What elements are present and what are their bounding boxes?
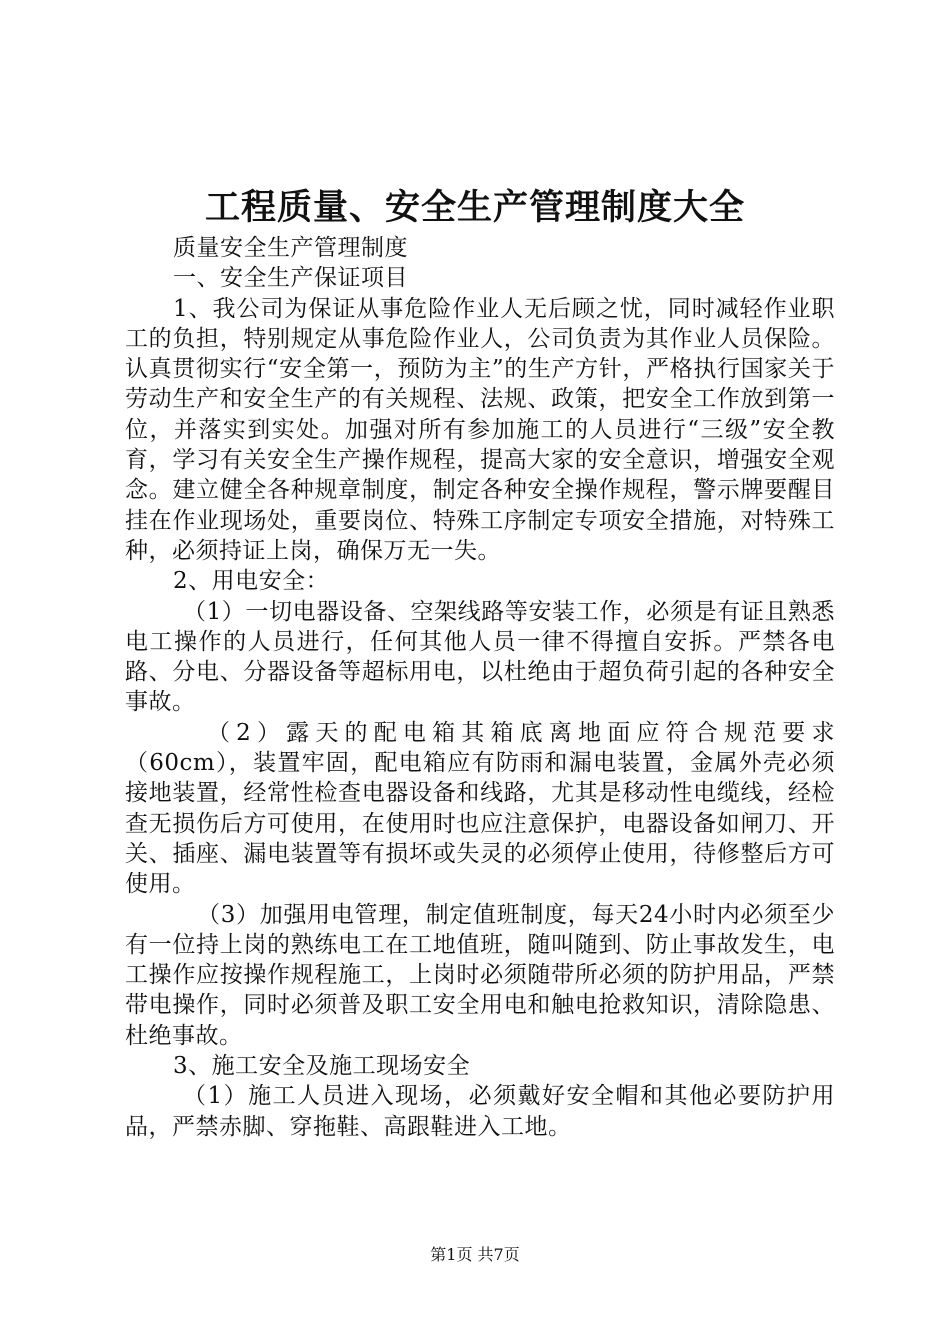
paragraph: （1）一切电器设备、空架线路等安装工作，必须是有证且熟悉电工操作的人员进行，任何其他人员一律不得擅自安拆。严禁各电路、分电、分器设备等超标用电，以杜绝由于超负荷引起的各种安全事故。 xyxy=(125,598,835,716)
page-footer: 第1页 共7页 xyxy=(430,1245,520,1264)
document-body xyxy=(125,233,835,1142)
paragraph: （2）露天的配电箱其箱底离地面应符合规范要求（60cm），装置牢固，配电箱应有防雨和漏电装置，金属外壳必须接地装置，经常性检查电器设备和线路，尤其是移动性电缆线，经检查无损伤后方可使用，在使用时也应注意保护，电器设备如闸刀、开关、插座、漏电装置等有损坏或失灵的必须停止使用，待修整后方可使用。 xyxy=(125,719,835,898)
paragraph: 1、我公司为保证从事危险作业人无后顾之忧，同时减轻作业职工的负担，特别规定从事危险作业人，公司负责为其作业人员保险。认真贯彻实行“安全第一，预防为主”的生产方针，严格执行国家关于劳动生产和安全生产的有关规程、法规、政策，把安全工作放到第一位，并落实到实处。加强对所有参加施工的人员进行“三级”安全教育，学习有关安全生产操作规程，提高大家的安全意识，增强安全观念。建立健全各种规章制度，制定各种安全操作规程，警示牌要醒目挂在作业现场处，重要岗位、特殊工序制定专项安全措施，对特殊工种，必须持证上岗，确保万无一失。 xyxy=(125,295,835,564)
subsection-heading: 2、用电安全： xyxy=(173,568,330,595)
section-heading: 质量安全生产管理制度 xyxy=(173,235,408,261)
section-heading: 一、安全生产保证项目 xyxy=(173,265,408,292)
subsection-heading: 3、施工安全及施工现场安全 xyxy=(173,1053,471,1080)
paragraph: （3）加强用电管理，制定值班制度，每天24小时内必须至少有一位持上岗的熟练电工在工地值班，随叫随到、防止事故发生，电工操作应按操作规程施工，上岗时必须随带所必须的防护用品，严禁带电操作，同时必须普及职工安全用电和触电抢救知识，清除隐患、杜绝事故。 xyxy=(125,901,835,1049)
document-title: 工程质量、安全生产管理制度大全 xyxy=(204,187,745,228)
paragraph: （1）施工人员进入现场，必须戴好安全帽和其他必要防护用品，严禁赤脚、穿拖鞋、高跟鞋进入工地。 xyxy=(125,1083,835,1140)
